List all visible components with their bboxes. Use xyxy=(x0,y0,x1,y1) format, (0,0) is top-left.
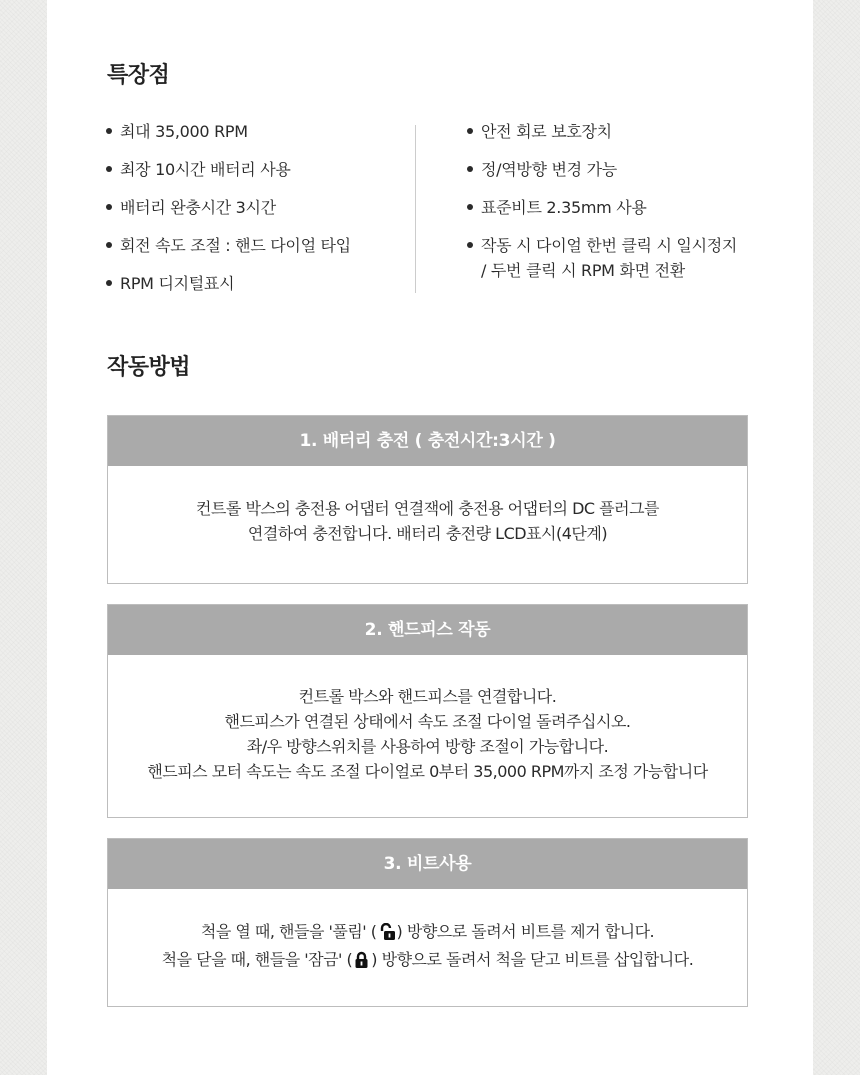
feature-item: 최장 10시간 배터리 사용 xyxy=(106,157,351,182)
step-title: 1. 배터리 충전 ( 충전시간:3시간 ) xyxy=(108,416,747,466)
column-divider xyxy=(415,125,416,293)
step-text-line xyxy=(108,947,747,975)
step-text-line: 핸드피스 모터 속도는 속도 조절 다이얼로 0부터 35,000 RPM까지 조정 가능합니다 xyxy=(147,762,708,781)
features-list-right xyxy=(467,119,737,283)
content-page xyxy=(47,0,813,1075)
step-title: 3. 비트사용 xyxy=(108,839,747,889)
feature-item: 최대 35,000 RPM xyxy=(106,119,351,144)
feature-item xyxy=(467,233,737,283)
step-text-line: 컨트롤 박스의 충전용 어댑터 연결잭에 충전용 어댑터의 DC 플러그를 xyxy=(196,499,659,518)
step-text-line xyxy=(108,919,747,947)
feature-item: RPM 디지털표시 xyxy=(106,271,351,296)
feature-item: 정/역방향 변경 가능 xyxy=(467,157,737,182)
feature-item: 표준비트 2.35mm 사용 xyxy=(467,195,737,220)
operation-heading: 작동방법 xyxy=(107,355,191,380)
step-text: ) 방향으로 돌려서 척을 닫고 비트를 삽입합니다. xyxy=(371,950,694,969)
step-card-handpiece xyxy=(107,604,748,818)
step-text: ) 방향으로 돌려서 비트를 제거 합니다. xyxy=(396,922,655,941)
step-text-line: 연결하여 충전합니다. 배터리 충전량 LCD표시(4단계) xyxy=(247,524,608,543)
feature-item-line: 작동 시 다이얼 한번 클릭 시 일시정지 xyxy=(481,236,738,255)
lock-icon xyxy=(354,950,369,975)
feature-item-line: / 두번 클릭 시 RPM 화면 전환 xyxy=(481,261,685,280)
step-body xyxy=(108,466,747,546)
feature-item: 안전 회로 보호장치 xyxy=(467,119,737,144)
step-text: 척을 닫을 때, 핸들을 '잠금' ( xyxy=(161,950,353,969)
step-text-line: 좌/우 방향스위치를 사용하여 방향 조절이 가능합니다. xyxy=(246,737,609,756)
step-text-line: 컨트롤 박스와 핸드피스를 연결합니다. xyxy=(298,687,557,706)
features-list-left xyxy=(106,119,351,309)
step-text-line: 핸드피스가 연결된 상태에서 속도 조절 다이얼 돌려주십시오. xyxy=(224,712,631,731)
step-card-bit xyxy=(107,838,748,1007)
step-body xyxy=(108,889,747,975)
step-body xyxy=(108,655,747,784)
step-text: 척을 열 때, 핸들을 '풀림' ( xyxy=(200,922,377,941)
feature-item: 회전 속도 조절 : 핸드 다이얼 타입 xyxy=(106,233,351,258)
features-heading: 특장점 xyxy=(107,63,170,88)
step-card-battery xyxy=(107,415,748,584)
unlock-icon xyxy=(379,922,395,947)
feature-item: 배터리 완충시간 3시간 xyxy=(106,195,351,220)
step-title: 2. 핸드피스 작동 xyxy=(108,605,747,655)
